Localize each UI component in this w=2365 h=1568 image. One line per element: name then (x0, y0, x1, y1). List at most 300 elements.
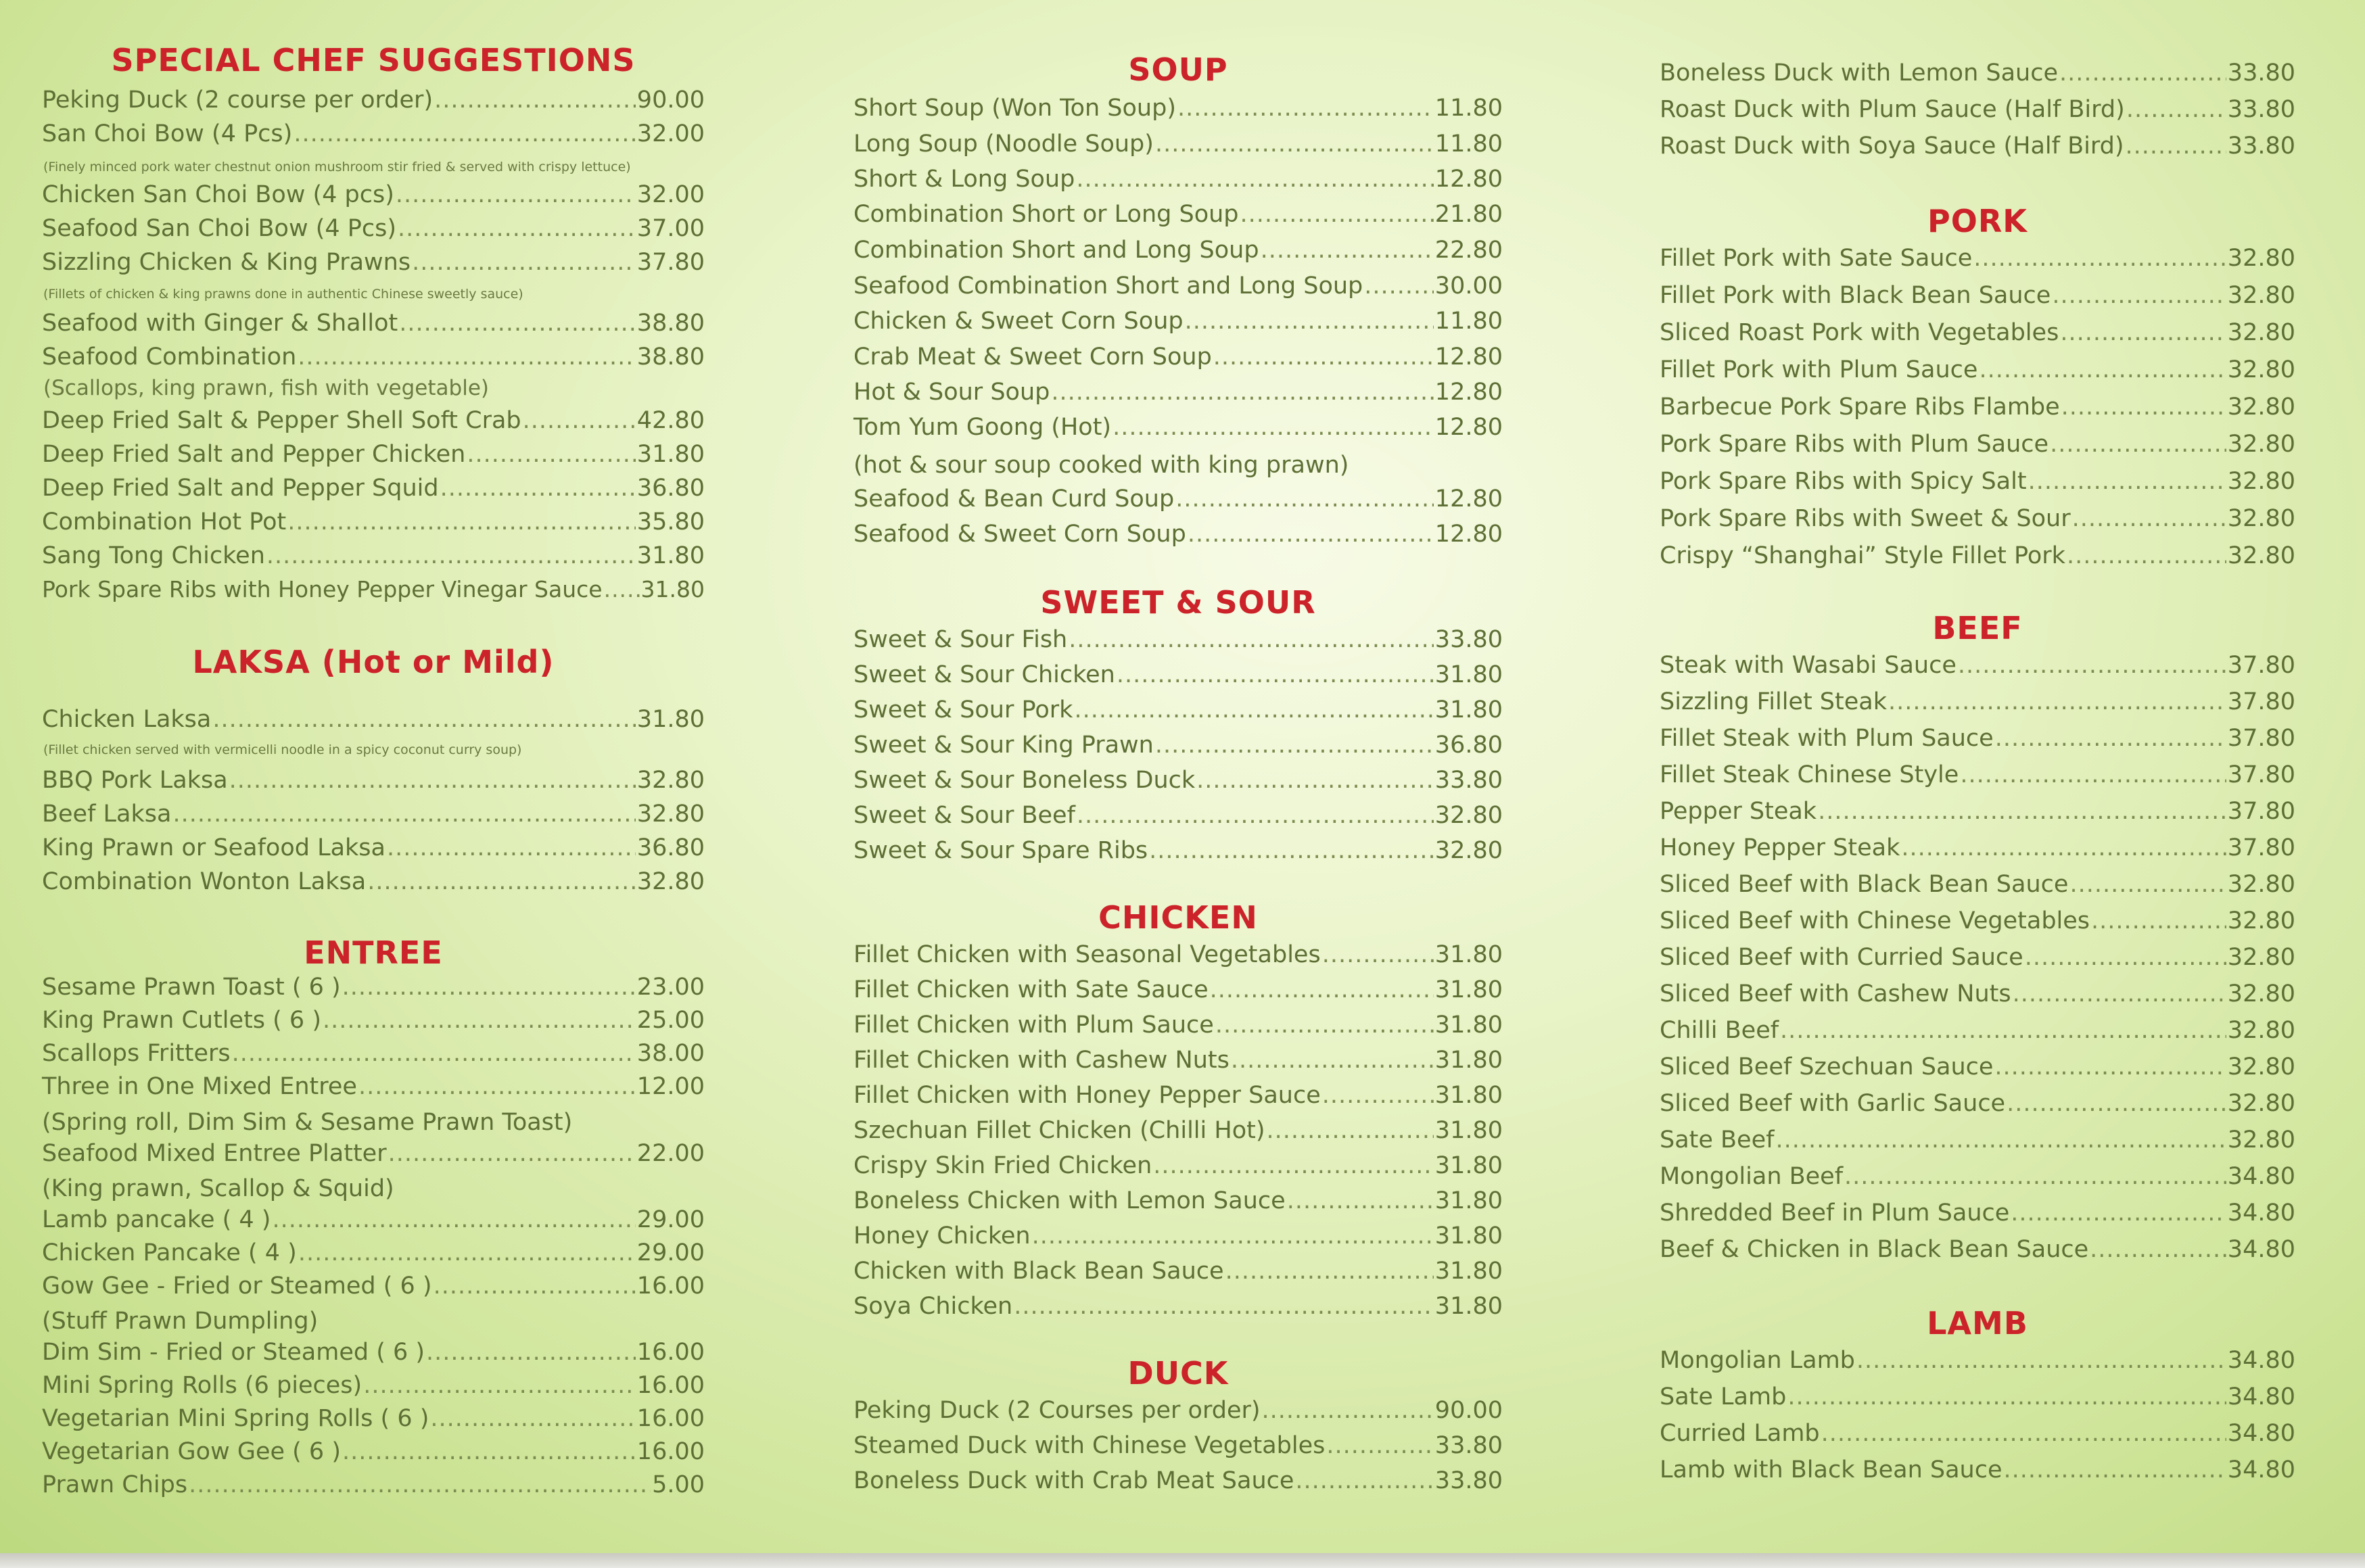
item-price: 31.80 (1434, 1047, 1503, 1074)
dot-leader (1196, 767, 1434, 794)
menu-item (1660, 725, 2295, 757)
menu-item (1660, 1456, 2295, 1489)
item-description: (King prawn, Scallop & Squid) (42, 1175, 394, 1202)
dot-leader (387, 834, 636, 861)
menu-item (1660, 245, 2295, 277)
menu-item (42, 343, 705, 376)
menu-item (853, 308, 1503, 340)
item-price: 37.80 (2227, 652, 2295, 679)
item-price: 34.80 (2227, 1420, 2295, 1447)
dot-leader (2011, 1199, 2226, 1227)
menu-item (853, 130, 1503, 163)
item-name: Fillet Chicken with Sate Sauce (853, 976, 1209, 1003)
item-price: 12.80 (1434, 343, 1503, 371)
item-price: 36.80 (636, 834, 705, 861)
dot-leader (1215, 1012, 1434, 1039)
dot-leader (342, 1438, 636, 1465)
menu-item (1660, 688, 2295, 721)
item-price: 31.80 (1434, 696, 1503, 723)
menu-item (853, 1397, 1503, 1429)
menu-item (1660, 542, 2295, 575)
item-name: Peking Duck (2 course per order) (42, 87, 434, 114)
item-name: Fillet Pork with Plum Sauce (1660, 356, 1978, 383)
item-name: Sate Lamb (1660, 1383, 1787, 1410)
menu-item (853, 414, 1503, 446)
item-price: 22.80 (1434, 237, 1503, 264)
dot-leader (1213, 343, 1434, 371)
menu-item (1660, 761, 2295, 794)
dot-leader (1979, 356, 2226, 383)
dot-leader (2126, 96, 2226, 123)
item-name: Combination Short and Long Soup (853, 237, 1259, 264)
dot-leader (1995, 725, 2226, 752)
item-price: 16.00 (636, 1438, 705, 1465)
menu-item (1660, 944, 2295, 976)
item-name: Short Soup (Won Ton Soup) (853, 95, 1176, 122)
item-name: Curried Lamb (1660, 1420, 1820, 1447)
dot-leader (1032, 1222, 1434, 1250)
dot-leader (1155, 732, 1434, 759)
item-price: 32.00 (636, 181, 705, 208)
dot-leader (1077, 802, 1434, 829)
dot-leader (1780, 1017, 2226, 1044)
chicken-heading: CHICKEN (1098, 899, 1258, 936)
item-name: Crispy “Shanghai” Style Fillet Pork (1660, 542, 2065, 569)
menu-item (42, 576, 705, 609)
item-price: 16.00 (636, 1372, 705, 1399)
menu-item (1660, 1420, 2295, 1452)
item-name: Shredded Beef in Plum Sauce (1660, 1199, 2010, 1227)
menu-item (853, 837, 1503, 870)
menu-item (1660, 1347, 2295, 1379)
item-price: 31.80 (1434, 1258, 1503, 1285)
menu-item (42, 834, 705, 867)
item-name: San Choi Bow (4 Pcs) (42, 120, 293, 147)
menu-item (853, 941, 1503, 974)
menu-item (853, 343, 1503, 376)
dot-leader (1185, 308, 1434, 335)
item-price: 34.80 (2227, 1456, 2295, 1483)
laksa-heading: LAKSA (Hot or Mild) (192, 644, 555, 680)
item-price: 29.00 (636, 1206, 705, 1233)
item-price: 37.80 (2227, 761, 2295, 788)
item-price: 32.80 (2227, 1053, 2295, 1080)
dot-leader (2090, 1236, 2226, 1263)
dot-leader (358, 1073, 636, 1100)
special-chef-heading: SPECIAL CHEF SUGGESTIONS (111, 42, 636, 78)
menu-item (42, 542, 705, 575)
item-price: 37.80 (2227, 688, 2295, 715)
menu-item (853, 272, 1503, 305)
menu-item (853, 1082, 1503, 1114)
item-name: Mongolian Beef (1660, 1163, 1844, 1190)
dot-leader (1155, 130, 1434, 158)
item-price: 30.00 (1434, 272, 1503, 300)
dot-leader (2007, 1090, 2226, 1117)
dot-leader (1973, 245, 2226, 272)
dot-leader (1787, 1383, 2226, 1410)
menu-item (42, 120, 705, 153)
dot-leader (1960, 761, 2226, 788)
item-price: 32.80 (2227, 871, 2295, 898)
item-price: 32.80 (636, 801, 705, 828)
item-name: Vegetarian Mini Spring Rolls ( 6 ) (42, 1405, 429, 1432)
item-name: Boneless Chicken with Lemon Sauce (853, 1187, 1286, 1214)
item-name: Fillet Chicken with Honey Pepper Sauce (853, 1082, 1321, 1109)
menu-item (42, 1239, 705, 1272)
dot-leader (430, 1405, 635, 1432)
dot-leader (2072, 505, 2226, 532)
item-name: Hot & Sour Soup (853, 379, 1050, 406)
item-name: Peking Duck (2 Courses per order) (853, 1397, 1261, 1424)
dot-leader (323, 1007, 636, 1034)
menu-item (42, 407, 705, 439)
entree-heading: ENTREE (304, 934, 443, 971)
menu-item (42, 1206, 705, 1239)
menu-item (1660, 1236, 2295, 1268)
item-name: Szechuan Fillet Chicken (Chilli Hot) (853, 1117, 1265, 1144)
item-price: 33.80 (1434, 1467, 1503, 1494)
menu-item (42, 249, 705, 281)
dot-leader (412, 249, 636, 276)
dot-leader (1295, 1467, 1433, 1494)
menu-item (1660, 798, 2295, 830)
menu-item (1660, 60, 2295, 92)
item-price: 90.00 (636, 87, 705, 114)
item-name: Combination Wonton Laksa (42, 868, 367, 895)
dot-leader (1240, 201, 1434, 228)
menu-item (42, 868, 705, 901)
item-price: 33.80 (2227, 60, 2295, 87)
dot-leader (440, 475, 636, 502)
menu-item (1660, 1383, 2295, 1416)
menu-item (42, 1073, 705, 1106)
dot-leader (287, 508, 636, 536)
menu-item (42, 1372, 705, 1404)
item-price: 5.00 (652, 1471, 705, 1498)
menu-item (1660, 96, 2295, 128)
menu-item (42, 706, 705, 738)
item-price: 31.80 (1434, 1187, 1503, 1214)
dot-leader (1076, 166, 1433, 193)
item-name: Sizzling Fillet Steak (1660, 688, 1887, 715)
item-price: 31.80 (1434, 976, 1503, 1003)
item-price: 38.80 (636, 343, 705, 371)
menu-item (853, 1432, 1503, 1465)
item-name: Sizzling Chicken & King Prawns (42, 249, 411, 276)
menu-item (853, 696, 1503, 729)
item-price: 31.80 (1434, 1152, 1503, 1179)
dot-leader (1117, 661, 1434, 688)
dot-leader (272, 1206, 635, 1233)
dot-leader (1958, 652, 2226, 679)
menu-item (42, 1339, 705, 1371)
menu-item (853, 1117, 1503, 1149)
item-price: 33.80 (1434, 1432, 1503, 1459)
dot-leader (1113, 414, 1434, 441)
menu-item (853, 1012, 1503, 1044)
item-name: Dim Sim - Fried or Steamed ( 6 ) (42, 1339, 425, 1366)
menu-item (1660, 834, 2295, 867)
dot-leader (467, 441, 635, 468)
item-price: 31.80 (1434, 1222, 1503, 1250)
item-price: 32.80 (2227, 542, 2295, 569)
dot-leader (1175, 485, 1434, 513)
item-name: Sweet & Sour King Prawn (853, 732, 1154, 759)
item-name: King Prawn Cutlets ( 6 ) (42, 1007, 321, 1034)
item-price: 33.80 (1434, 767, 1503, 794)
item-name: Sate Beef (1660, 1126, 1775, 1154)
dot-leader (2050, 431, 2226, 458)
item-price: 35.80 (636, 508, 705, 536)
item-price: 37.80 (2227, 725, 2295, 752)
item-price: 21.80 (1434, 201, 1503, 228)
item-price: 33.80 (2227, 96, 2295, 123)
item-price: 16.00 (636, 1339, 705, 1366)
dot-leader (1856, 1347, 2226, 1374)
item-price: 31.80 (1434, 1293, 1503, 1320)
item-price: 32.80 (636, 868, 705, 895)
item-price: 32.80 (2227, 505, 2295, 532)
item-price: 37.80 (2227, 834, 2295, 861)
menu-item (42, 1040, 705, 1072)
item-price: 34.80 (2227, 1347, 2295, 1374)
menu-item (1660, 871, 2295, 903)
item-price: 31.80 (636, 542, 705, 569)
item-price: 32.80 (2227, 356, 2295, 383)
dot-leader (1364, 272, 1434, 300)
item-name: Steamed Duck with Chinese Vegetables (853, 1432, 1326, 1459)
menu-item (1660, 505, 2295, 538)
item-name: Pork Spare Ribs with Sweet & Sour (1660, 505, 2071, 532)
menu-item (42, 310, 705, 342)
item-price: 32.80 (2227, 431, 2295, 458)
menu-item (853, 485, 1503, 518)
item-price: 38.80 (636, 310, 705, 337)
menu-item (1660, 1017, 2295, 1049)
menu-item (42, 87, 705, 119)
item-description: (Finely minced pork water chestnut onion mushroom stir fried & served with crispy lettuce) (43, 160, 631, 174)
menu-item (853, 767, 1503, 799)
dot-leader (604, 576, 640, 602)
item-name: King Prawn or Seafood Laksa (42, 834, 385, 861)
beef-heading: BEEF (1932, 610, 2023, 646)
item-name: Chicken Laksa (42, 706, 212, 733)
dot-leader (1322, 941, 1434, 968)
dot-leader (398, 215, 636, 242)
item-name: Fillet Steak Chinese Style (1660, 761, 1959, 788)
dot-leader (1177, 95, 1434, 122)
menu-item (853, 626, 1503, 659)
item-name: Fillet Steak with Plum Sauce (1660, 725, 1994, 752)
item-name: Pork Spare Ribs with Honey Pepper Vinegar Sauce (42, 576, 603, 602)
item-name: Sliced Roast Pork with Vegetables (1660, 319, 2059, 346)
item-name: Long Soup (Noodle Soup) (853, 130, 1154, 158)
item-name: Fillet Chicken with Seasonal Vegetables (853, 941, 1321, 968)
menu-item (1660, 133, 2295, 165)
item-price: 37.80 (2227, 798, 2295, 825)
item-name: Sliced Beef with Curried Sauce (1660, 944, 2023, 971)
item-price: 22.00 (636, 1140, 705, 1167)
item-price: 31.80 (640, 576, 705, 602)
item-name: Barbecue Pork Spare Ribs Flambe (1660, 394, 2060, 421)
menu-item (1660, 1090, 2295, 1122)
menu-item (42, 508, 705, 541)
menu-item (853, 661, 1503, 694)
menu-item (853, 379, 1503, 411)
item-name: Tom Yum Goong (Hot) (853, 414, 1112, 441)
pork-heading: PORK (1927, 203, 2028, 239)
dot-leader (523, 407, 636, 434)
item-price: 90.00 (1434, 1397, 1503, 1424)
item-name: BBQ Pork Laksa (42, 767, 228, 794)
item-price: 12.80 (1434, 166, 1503, 193)
item-price: 32.80 (1434, 802, 1503, 829)
menu-item (1660, 1126, 2295, 1159)
menu-item (853, 166, 1503, 198)
item-name: Mongolian Lamb (1660, 1347, 1855, 1374)
dot-leader (2061, 394, 2226, 421)
item-price: 32.80 (2227, 1017, 2295, 1044)
dot-leader (1901, 834, 2226, 861)
dot-leader (1262, 1397, 1434, 1424)
item-name: Fillet Pork with Black Bean Sauce (1660, 282, 2051, 309)
item-name: Roast Duck with Soya Sauce (Half Bird) (1660, 133, 2124, 160)
item-price: 37.00 (636, 215, 705, 242)
dot-leader (434, 87, 636, 114)
dot-leader (2069, 871, 2226, 898)
item-name: Sliced Beef with Chinese Vegetables (1660, 907, 2090, 934)
menu-item (42, 475, 705, 507)
item-name: Honey Chicken (853, 1222, 1031, 1250)
dot-leader (1051, 379, 1433, 406)
lamb-heading: LAMB (1927, 1305, 2028, 1341)
dot-leader (2004, 1456, 2226, 1483)
dot-leader (2060, 319, 2226, 346)
menu-item (853, 1293, 1503, 1325)
item-price: 34.80 (2227, 1199, 2295, 1227)
item-name: Mini Spring Rolls (6 pieces) (42, 1372, 362, 1399)
dot-leader (1069, 626, 1434, 653)
menu-item (42, 1273, 705, 1305)
item-description: (Scallops, king prawn, fish with vegetable) (43, 376, 489, 400)
item-price: 16.00 (636, 1405, 705, 1432)
dot-leader (172, 801, 635, 828)
menu-item (853, 1467, 1503, 1500)
dot-leader (363, 1372, 636, 1399)
dot-leader (1225, 1258, 1434, 1285)
item-description: (hot & sour soup cooked with king prawn) (853, 452, 1349, 479)
menu-item (1660, 394, 2295, 426)
menu-item (853, 976, 1503, 1009)
item-name: Seafood Combination (42, 343, 297, 371)
item-name: Crispy Skin Fried Chicken (853, 1152, 1152, 1179)
item-name: Seafood Combination Short and Long Soup (853, 272, 1363, 300)
item-name: Sliced Beef with Garlic Sauce (1660, 1090, 2006, 1117)
item-price: 36.80 (1434, 732, 1503, 759)
item-name: Sliced Beef with Cashew Nuts (1660, 980, 2011, 1007)
dot-leader (1153, 1152, 1434, 1179)
item-name: Chicken Pancake ( 4 ) (42, 1239, 297, 1266)
item-price: 11.80 (1434, 130, 1503, 158)
item-price: 31.80 (636, 706, 705, 733)
dot-leader (426, 1339, 636, 1366)
menu-item (42, 441, 705, 473)
menu-item (853, 802, 1503, 834)
item-price: 29.00 (636, 1239, 705, 1266)
item-price: 11.80 (1434, 308, 1503, 335)
menu-item (42, 1140, 705, 1172)
dot-leader (1149, 837, 1434, 864)
dot-leader (396, 181, 636, 208)
item-name: Seafood San Choi Bow (4 Pcs) (42, 215, 397, 242)
dot-leader (298, 343, 636, 371)
dot-leader (1266, 1117, 1433, 1144)
dot-leader (1210, 976, 1434, 1003)
item-name: Beef & Chicken in Black Bean Sauce (1660, 1236, 2089, 1263)
menu-item (42, 974, 705, 1006)
menu-item (42, 1471, 705, 1504)
item-price: 32.80 (2227, 944, 2295, 971)
item-price: 42.80 (636, 407, 705, 434)
item-price: 32.80 (2227, 980, 2295, 1007)
item-name: Sliced Beef Szechuan Sauce (1660, 1053, 1994, 1080)
item-name: Sweet & Sour Chicken (853, 661, 1115, 688)
menu-item (42, 801, 705, 833)
dot-leader (232, 1040, 636, 1067)
menu-item (853, 95, 1503, 127)
item-name: Crab Meat & Sweet Corn Soup (853, 343, 1212, 371)
item-price: 38.00 (636, 1040, 705, 1067)
dot-leader (1231, 1047, 1434, 1074)
dot-leader (266, 542, 636, 569)
item-price: 31.80 (1434, 1082, 1503, 1109)
item-price: 36.80 (636, 475, 705, 502)
menu-item (1660, 468, 2295, 500)
item-name: Boneless Duck with Lemon Sauce (1660, 60, 2059, 87)
item-price: 32.80 (2227, 319, 2295, 346)
menu-item (853, 521, 1503, 553)
item-name: Combination Hot Pot (42, 508, 287, 536)
menu-item (853, 1187, 1503, 1220)
item-price: 34.80 (2227, 1163, 2295, 1190)
item-price: 32.00 (636, 120, 705, 147)
menu-item (42, 1007, 705, 1039)
item-name: Short & Long Soup (853, 166, 1075, 193)
item-name: Sweet & Sour Pork (853, 696, 1073, 723)
item-description: (Fillet chicken served with vermicelli noodle in a spicy coconut curry soup) (43, 742, 522, 757)
item-name: Soya Chicken (853, 1293, 1013, 1320)
item-name: Honey Pepper Steak (1660, 834, 1900, 861)
menu-item (42, 1405, 705, 1438)
menu-item (1660, 356, 2295, 389)
item-name: Chilli Beef (1660, 1017, 1779, 1044)
item-price: 32.80 (2227, 1126, 2295, 1154)
item-name: Fillet Chicken with Plum Sauce (853, 1012, 1214, 1039)
item-name: Seafood & Sweet Corn Soup (853, 521, 1186, 548)
item-name: Vegetarian Gow Gee ( 6 ) (42, 1438, 341, 1465)
item-name: Chicken San Choi Bow (4 pcs) (42, 181, 394, 208)
item-price: 23.00 (636, 974, 705, 1001)
item-name: Fillet Chicken with Cashew Nuts (853, 1047, 1230, 1074)
menu-item (853, 201, 1503, 233)
menu-item (1660, 1199, 2295, 1232)
dot-leader (1014, 1293, 1434, 1320)
dot-leader (2059, 60, 2226, 87)
dot-leader (342, 974, 636, 1001)
item-price: 16.00 (636, 1273, 705, 1300)
item-name: Pepper Steak (1660, 798, 1817, 825)
